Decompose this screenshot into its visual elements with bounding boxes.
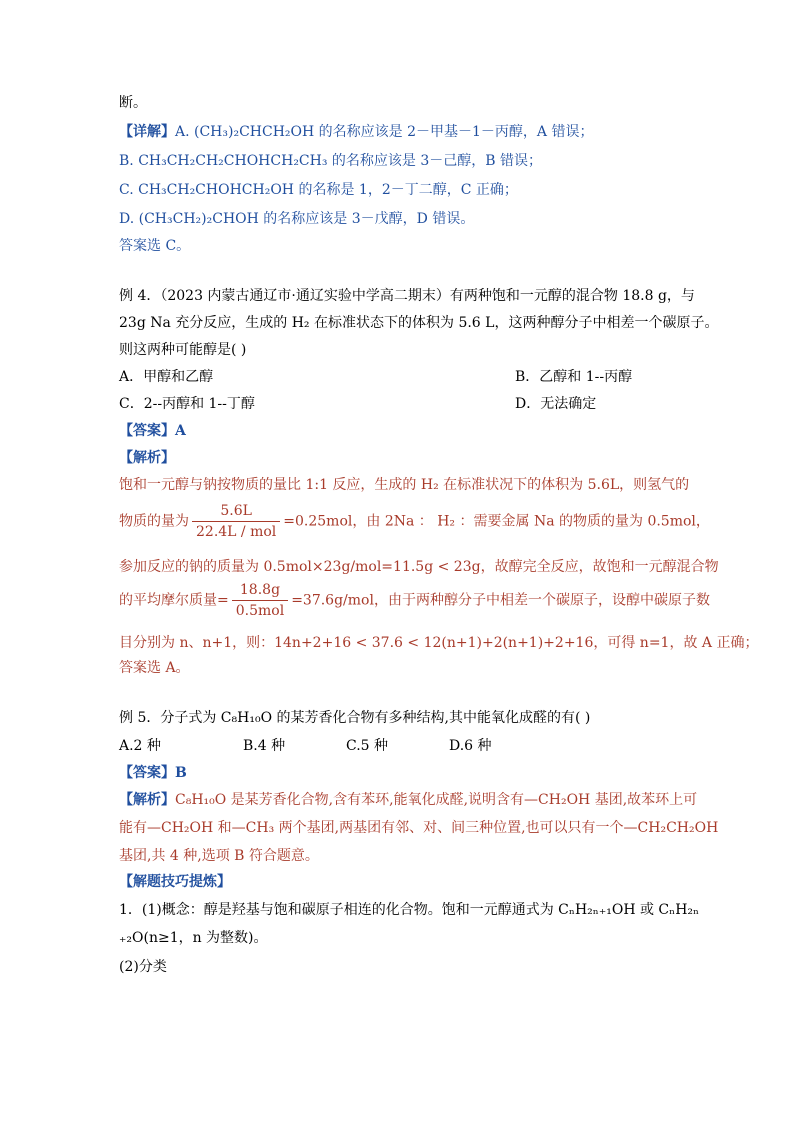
fraction-denominator: 22.4L / mol [196,524,277,540]
ex5-analysis-line3: 基团,共 4 种,选项 B 符合题意。 [119,848,319,864]
skills-line1: 1．(1)概念：醇是羟基与饱和碳原子相连的化合物。饱和一元醇通式为 CₙH₂ₙ₊₁OH 或 CₙH₂ₙ [119,902,700,918]
ex4-analysis-line3: 参加反应的钠的质量为 0.5mol×23g/mol=11.5g < 23g，故醇完全反应，故饱和一元醇混合物 [119,559,719,575]
fraction-mass-over-moles [232,582,288,619]
ex5-option-d: D.6 种 [449,738,492,754]
ex4-analysis-text: 物质的量为 [119,513,189,530]
text-line: 断。 [119,95,147,111]
ex4-options-row2 [119,394,597,414]
detail-line-a [119,122,594,142]
ex4-analysis-text: =37.6g/mol，由于两种醇分子中相差一个碳原子，设醇中碳原子数 [291,592,710,609]
ex4-option-c: C．2--丙醇和 1--丁醇 [119,396,255,412]
ex4-analysis-tag: 【解析】 [119,450,175,466]
detail-line-c: C. CH₃CH₂CHOHCH₂OH 的名称是 1，2－丁二醇，C 正确； [119,182,518,198]
fraction-denominator: 0.5mol [235,603,285,619]
skills-line2: ₊₂O(n≥1，n 为整数)。 [119,930,268,946]
skills-heading: 【解题技巧提炼】 [119,874,231,890]
fraction-numerator: 18.8g [232,582,288,601]
ex4-analysis-text: 的平均摩尔质量= [119,592,229,609]
fraction-numerator: 5.6L [192,503,280,522]
skills-line3: (2)分类 [119,959,167,975]
ex4-analysis-text: =0.25mol，由 2Na ： H₂ ：需要金属 Na 的物质的量为 0.5mol， [283,513,710,530]
fraction-volume-over-molar-volume [192,503,280,540]
ex4-answer [119,421,186,441]
ex4-analysis-line1: 饱和一元醇与钠按物质的量比 1:1 反应，生成的 H₂ 在标准状况下的体积为 5.6L，则氢气的 [119,477,690,493]
ex5-analysis-line2: 能有—CH₂OH 和—CH₃ 两个基团,两基团有邻、对、间三种位置,也可以只有一个—CH₂CH₂OH [119,820,719,836]
ex4-options-row1 [119,367,633,387]
detail-line-d: D. (CH₃CH₂)₂CHOH 的名称应该是 3－戊醇，D 错误。 [119,211,475,227]
ex4-option-d: D．无法确定 [515,396,597,412]
ex4-analysis-line2 [119,503,710,540]
ex5-question: 例 5．分子式为 C₈H₁₀O 的某芳香化合物有多种结构,其中能氧化成醛的有( ) [119,710,591,726]
ex5-analysis-tag: 【解析】 [119,792,175,808]
ex5-option-b: B.4 种 [243,738,286,754]
ex5-analysis-line1 [119,790,697,810]
ex5-option-c: C.5 种 [346,738,389,754]
ex4-question-line3: 则这两种可能醇是( ) [119,342,247,358]
detail-tag: 【详解】 [119,124,175,140]
ex4-question-line1: 例 4．（2023 内蒙古通辽市·通辽实验中学高二期末）有两种饱和一元醇的混合物 18.8 g，与 [119,288,695,304]
ex5-answer [119,763,187,783]
ex4-answer-tag: 【答案】 [119,423,175,439]
ex5-option-a: A.2 种 [119,738,161,754]
ex4-option-b: B．乙醇和 1--丙醇 [515,369,633,385]
ex5-answer-value: B [175,765,187,781]
detail-line-b: B. CH₃CH₂CH₂CHOHCH₂CH₃ 的名称应该是 3－己醇，B 错误； [119,153,543,169]
ex4-option-a: A．甲醇和乙醇 [119,369,214,385]
ex4-analysis-line6: 答案选 A。 [119,660,190,676]
ex5-options-row [119,736,492,756]
detail-text: A. (CH₃)₂CHCH₂OH 的名称应该是 2－甲基－1－丙醇，A 错误； [175,124,594,140]
ex4-analysis-line4 [119,582,710,619]
ex4-answer-value: A [175,423,186,439]
detail-answer: 答案选 C。 [119,238,191,254]
ex5-answer-tag: 【答案】 [119,765,175,781]
ex5-analysis-text: C₈H₁₀O 是某芳香化合物,含有苯环,能氧化成醛,说明含有—CH₂OH 基团,故苯环上可 [175,792,698,808]
ex4-analysis-line5: 目分别为 n、n+1，则：14n+2+16 < 37.6 < 12(n+1)+2(n+1)+2+16，可得 n=1，故 A 正确； [119,635,759,651]
ex4-question-line2: 23g Na 充分反应，生成的 H₂ 在标准状态下的体积为 5.6 L，这两种醇分子中相差一个碳原子。 [119,315,719,331]
